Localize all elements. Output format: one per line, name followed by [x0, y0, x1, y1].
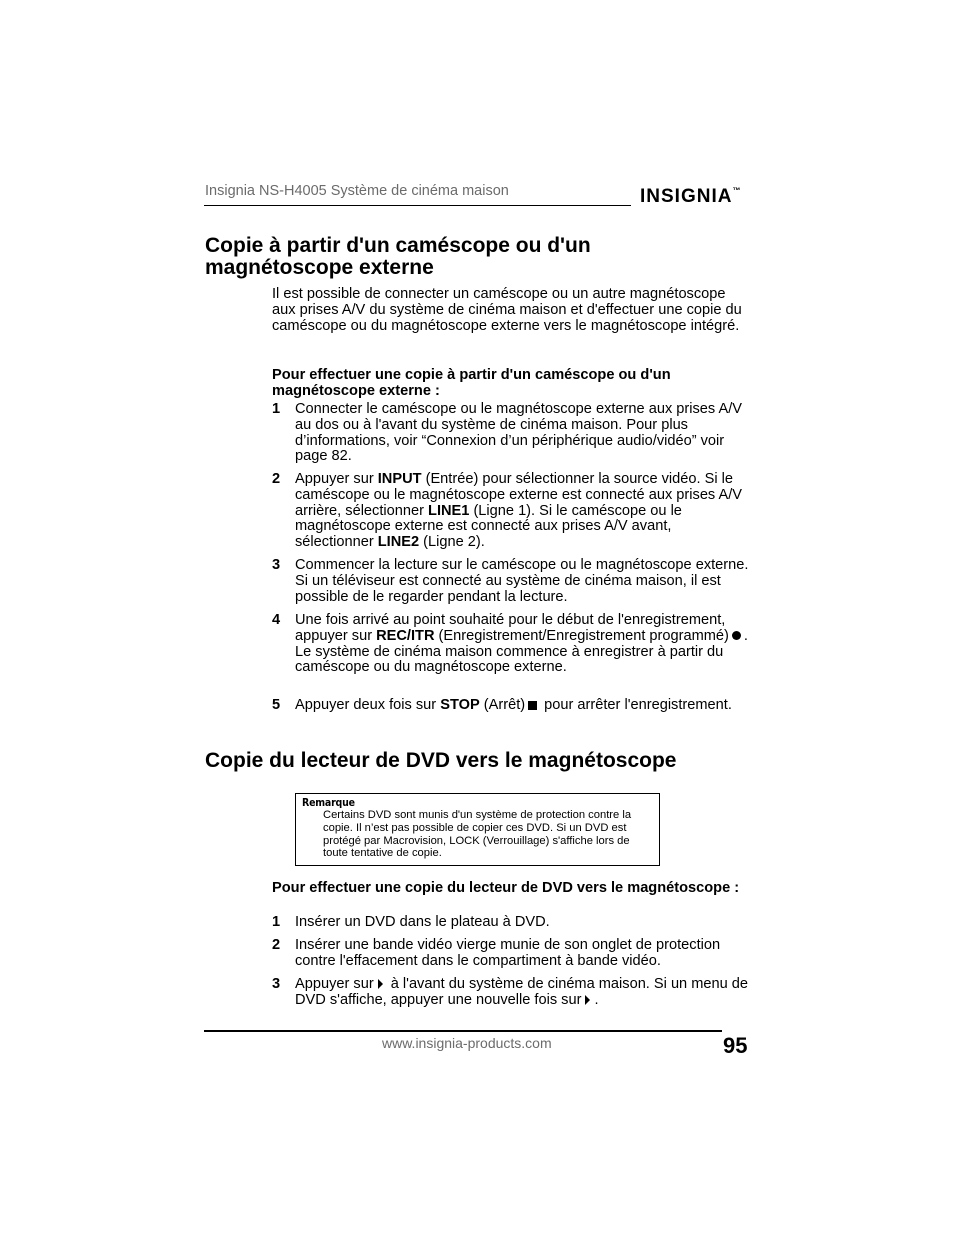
step-3: [272, 558, 750, 605]
step-number: 5: [272, 697, 281, 713]
step-text-part: (Arrêt): [479, 697, 526, 713]
step-text-part: Appuyer sur: [295, 976, 374, 992]
logo-trademark: ™: [732, 186, 741, 195]
step-text-part: à l'avant du système de cinéma maison. Si un menu de DVD s'affiche, appuyer une nouvelle fois sur: [295, 976, 749, 1008]
dvd-step-1: [272, 915, 750, 931]
dvd-step-3: [272, 977, 750, 1009]
step-text: [295, 977, 750, 1009]
step-text-part: .: [594, 991, 599, 1008]
step-text-part: Une fois arrivé au point souhaité pour le début de l'enregistrement, appuyer sur: [295, 612, 726, 644]
step-number: 2: [272, 937, 281, 953]
step-number: 3: [272, 557, 281, 573]
step-number: 4: [272, 612, 281, 628]
step-text-part: pour arrêter l'enregistrement.: [540, 697, 732, 713]
step-text-part: Appuyer deux fois sur: [295, 697, 441, 713]
step-text: [295, 698, 750, 714]
step-number: 3: [272, 976, 281, 992]
step-text: Commencer la lecture sur le caméscope ou le magnétoscope externe. Si un téléviseur est connecté au système de cinéma maison, il est possible de le regarder pendant la lecture.: [295, 557, 749, 605]
insignia-logo: [640, 186, 740, 208]
step-5: [272, 698, 750, 714]
footer-url: www.insignia-products.com: [382, 1035, 552, 1051]
step-text-part: (Enregistrement/Enregistrement programmé): [434, 627, 729, 644]
step-text-part: (Ligne 1). Si le caméscope ou le magnétoscope externe est connecté aux prises A/V avant, sélectionner: [295, 502, 682, 551]
step-text-part: Appuyer sur: [295, 471, 378, 487]
play-arrow-icon: [585, 995, 590, 1005]
step-2: [272, 472, 750, 551]
note-label: Remarque: [302, 797, 355, 809]
play-arrow-icon: [378, 979, 383, 989]
logo-text: INSIGNIA: [640, 186, 733, 207]
key-input: INPUT: [377, 471, 422, 487]
procedure-title-2: Pour effectuer une copie du lecteur de DVD vers le magnétoscope :: [272, 880, 740, 896]
step-number: 2: [272, 471, 281, 487]
step-text: Insérer un DVD dans le plateau à DVD.: [295, 914, 550, 930]
intro-paragraph: Il est possible de connecter un caméscope ou un autre magnétoscope aux prises A/V du système de cinéma maison et d'effectuer une copie du caméscope ou du magnétoscope externe vers le magnétoscope intégré.: [272, 286, 742, 334]
step-number: 1: [272, 914, 281, 930]
key-stop: STOP: [440, 697, 480, 713]
step-text: [295, 472, 750, 551]
step-1: [272, 402, 750, 465]
record-icon: [732, 631, 741, 640]
step-text: Insérer une bande vidéo vierge munie de son onglet de protection contre l'effacement dans le compartiment à bande vidéo.: [295, 937, 721, 969]
page-number: 95: [723, 1033, 748, 1058]
header-rule: [204, 205, 631, 206]
step-text-part: . Le système de cinéma maison commence à enregistrer à partir du caméscope ou du magnétoscope externe.: [295, 627, 748, 676]
key-rec-itr: REC/ITR: [376, 627, 435, 644]
step-text-part: (Ligne 2).: [419, 534, 485, 551]
stop-icon: [528, 701, 537, 710]
procedure-title: Pour effectuer une copie à partir d'un caméscope ou d'un magnétoscope externe :: [272, 367, 671, 399]
note-text: Certains DVD sont munis d'un système de protection contre la copie. Il n’est pas possible de copier ces DVD. Si un DVD est protégé par Macrovision, LOCK (Verrouillage) s'affiche lors de toute tentative de copie.: [323, 809, 632, 860]
header-title: Insignia NS-H4005 Système de cinéma maison: [205, 183, 509, 199]
note-box: [295, 793, 660, 866]
dvd-step-2: [272, 938, 750, 970]
key-line1: LINE1: [428, 502, 470, 519]
step-text-part: (Entrée) pour sélectionner la source vidéo. Si le caméscope ou le magnétoscope externe est connecté aux prises A/V arrière, sélectionner: [295, 471, 742, 519]
section-title-2: Copie du lecteur de DVD vers le magnétoscope: [205, 749, 677, 772]
key-line2: LINE2: [377, 534, 420, 551]
step-text: Connecter le caméscope ou le magnétoscope externe aux prises A/V au dos ou à l'avant du système de cinéma maison. Pour plus d’informations, voir “Connexion d’un périphérique audio/vidéo” voir page 82.: [295, 401, 742, 465]
step-4: [272, 613, 750, 676]
step-text: [295, 613, 750, 676]
step-number: 1: [272, 401, 281, 417]
footer-rule: [204, 1030, 722, 1032]
section-title: Copie à partir d'un caméscope ou d'un magnétoscope externe: [205, 234, 591, 279]
